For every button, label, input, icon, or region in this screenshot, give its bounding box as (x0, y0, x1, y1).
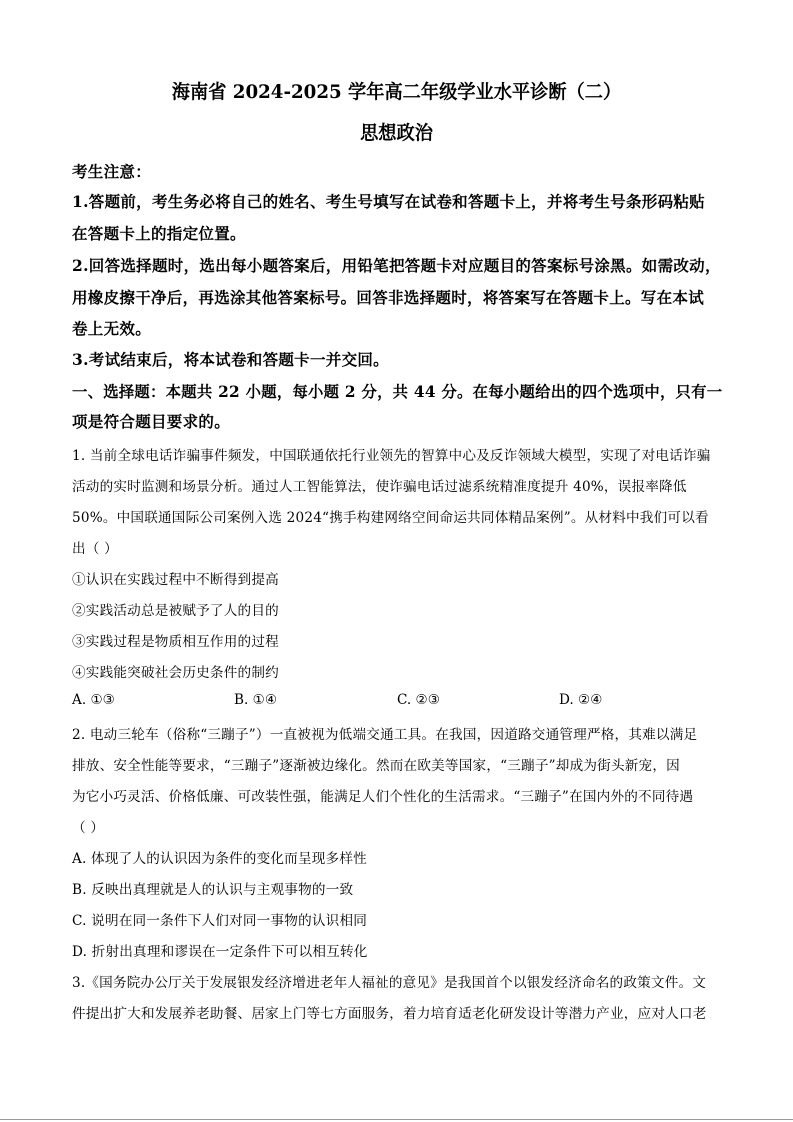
q1-statement-4: ④实践能突破社会历史条件的制约 (72, 665, 279, 681)
section-heading-line-1: 一、选择题：本题共 22 小题，每小题 2 分，共 44 分。在每小题给出的四个选项中，只有一 (72, 382, 723, 401)
q2-option-d: D. 折射出真理和谬误在一定条件下可以相互转化 (72, 944, 368, 960)
q2-option-b: B. 反映出真理就是人的认识与主观事物的一致 (72, 882, 354, 898)
notice-heading: 考生注意： (72, 162, 152, 181)
q3-stem-line-1: 3.《国务院办公厅关于发展银发经济增进老年人福祉的意见》是我国首个以银发经济命名的政策文件。文 (72, 975, 707, 991)
notice-item-2-line-2: 用橡皮擦干净后，再选涂其他答案标号。回答非选择题时，将答案写在答题卡上。写在本试 (72, 288, 705, 307)
q2-stem-line-4: （ ） (72, 820, 105, 836)
q1-stem-line-1: 1. 当前全球电话诈骗事件频发，中国联通依托行业领先的智算中心及反诈领域大模型，实现了对电话诈骗 (72, 448, 711, 464)
notice-item-1-line-2: 在答题卡上的指定位置。 (72, 224, 246, 243)
notice-item-2-line-3: 卷上无效。 (72, 319, 152, 338)
q1-option-b: B. ①④ (234, 692, 278, 708)
q1-statement-3: ③实践过程是物质相互作用的过程 (72, 634, 279, 650)
q1-stem-line-2: 活动的实时监测和场景分析。通过人工智能算法，使诈骗电话过滤系统精准度提升 40%，误报率降低 (72, 479, 687, 495)
q2-option-a: A. 体现了人的认识因为条件的变化而呈现多样性 (72, 851, 367, 867)
q1-statement-2: ②实践活动总是被赋予了人的目的 (72, 603, 279, 619)
q3-stem-line-2: 件提出扩大和发展养老助餐、居家上门等七方面服务，着力培育适老化研发设计等潜力产业，应对人口老 (72, 1006, 707, 1022)
q1-stem-line-4: 出（ ） (72, 541, 118, 557)
page-bottom-divider (0, 1119, 793, 1120)
subject-title: 思想政治 (360, 122, 433, 144)
q2-stem-line-2: 排放、安全性能等要求，“三蹦子”逐渐被边缘化。然而在欧美等国家，“三蹦子”却成为街头新宠，因 (72, 758, 680, 774)
q1-stem-line-3: 50%。中国联通国际公司案例入选 2024“携手构建网络空间命运共同体精品案例”。从材料中我们可以看 (72, 510, 709, 526)
notice-item-2-line-1: 2.回答选择题时，选出每小题答案后，用铅笔把答题卡对应题目的答案标号涂黑。如需改动， (72, 256, 721, 275)
q1-option-d: D. ②④ (559, 692, 603, 708)
q1-option-c: C. ②③ (397, 692, 440, 708)
q2-stem-line-1: 2. 电动三轮车（俗称“三蹦子”）一直被视为低端交通工具。在我国，因道路交通管理严格，其难以满足 (72, 727, 698, 743)
notice-item-1-line-1: 1.答题前，考生务必将自己的姓名、考生号填写在试卷和答题卡上，并将考生号条形码粘贴 (72, 192, 705, 211)
q1-option-a: A. ①③ (72, 692, 115, 708)
section-heading-line-2: 项是符合题目要求的。 (72, 412, 231, 431)
exam-title: 海南省 2024-2025 学年高二年级学业水平诊断（二） (171, 81, 622, 103)
q2-stem-line-3: 为它小巧灵活、价格低廉、可改装性强，能满足人们个性化的生活需求。“三蹦子”在国内外的不同待遇 (72, 789, 694, 805)
notice-item-3-line-1: 3.考试结束后，将本试卷和答题卡一并交回。 (72, 350, 389, 369)
q1-statement-1: ①认识在实践过程中不断得到提高 (72, 572, 279, 588)
q2-option-c: C. 说明在同一条件下人们对同一事物的认识相同 (72, 913, 368, 929)
